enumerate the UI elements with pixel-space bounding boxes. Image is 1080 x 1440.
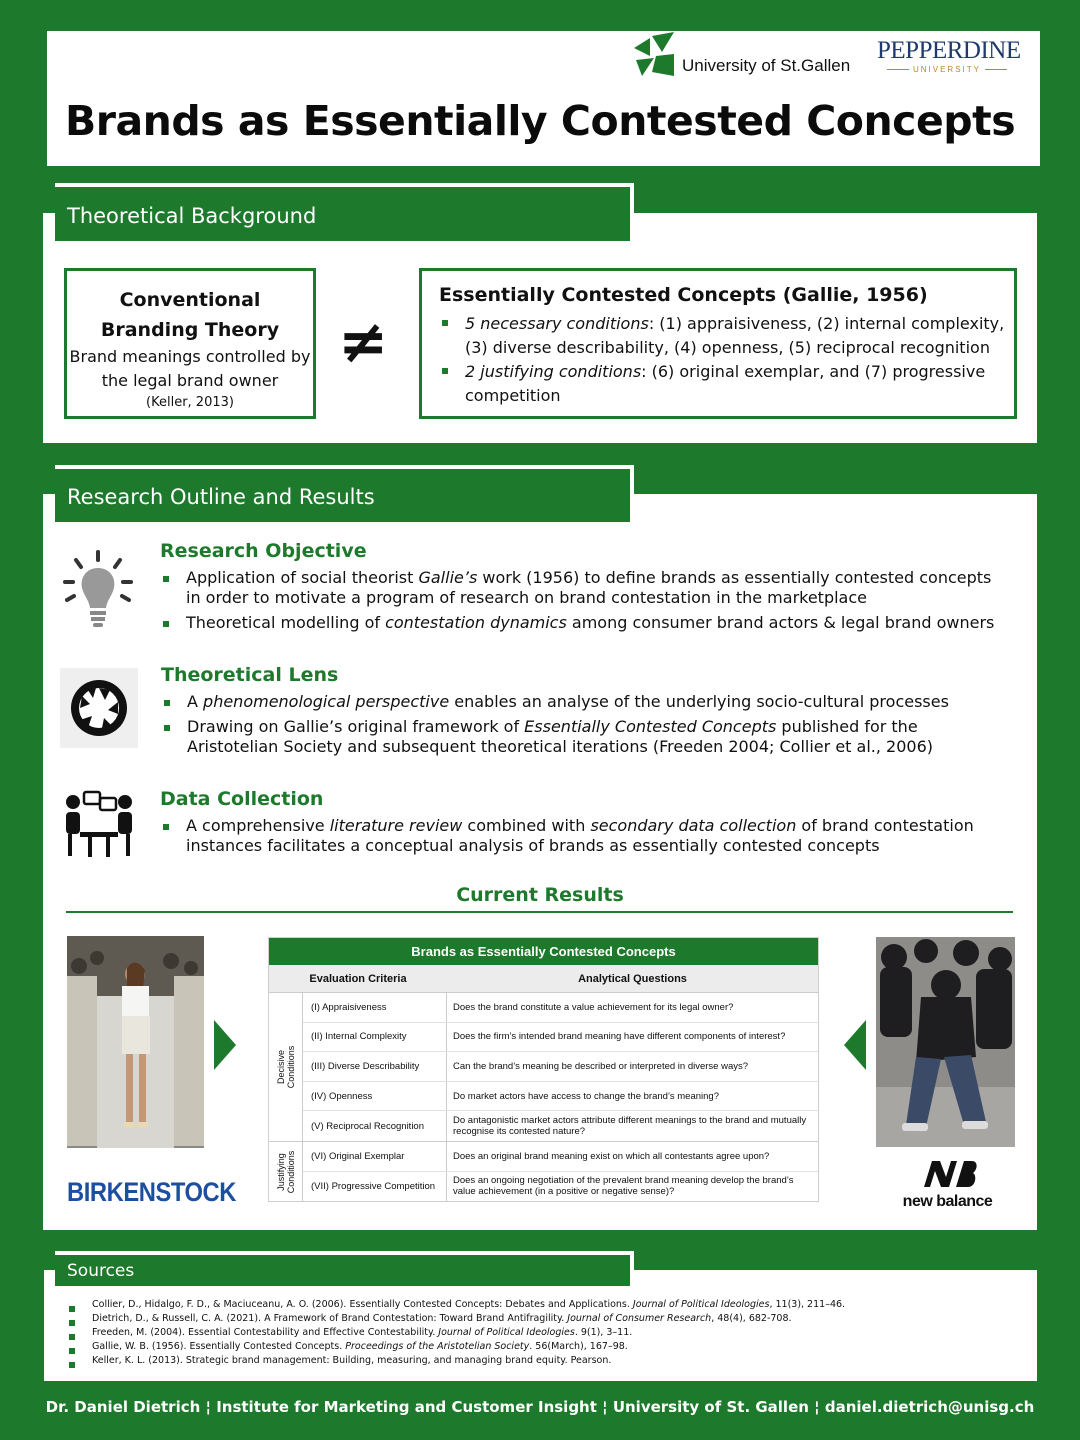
justifying-conditions-group <box>269 1142 818 1201</box>
aperture-icon <box>60 668 138 748</box>
table-header-criteria: Evaluation Criteria <box>309 973 407 985</box>
list-item: Keller, K. L. (2013). Strategic brand management: Building, measuring, and managing brand equity. Pearson. <box>66 1354 1006 1368</box>
arrow-right-icon <box>214 1020 236 1070</box>
title-panel <box>47 31 1040 166</box>
table-row: (IV) Openness Do market actors have access to change the brand’s meaning? <box>303 1082 818 1112</box>
decisive-conditions-label: Decisive Conditions <box>275 1045 296 1089</box>
table-row: (V) Reciprocal Recognition Do antagonistic market actors attribute different meanings to the brand and mutually recognise its contested nature? <box>303 1111 818 1141</box>
sources-list <box>66 1298 1006 1368</box>
list-item: 2 justifying conditions: (6) original exemplar, and (7) progressive competition <box>439 360 1014 408</box>
birkenstock-logo: BIRKENSTOCK <box>67 1177 236 1207</box>
protest-photo <box>876 937 1015 1147</box>
results-table <box>268 937 819 1202</box>
poster-title: Brands as Essentially Contested Concepts <box>65 97 1016 145</box>
list-item: A comprehensive literature review combined with secondary data collection of brand contestation instances facilitates a conceptual analysis of brands as essentially contested concepts <box>160 816 1010 856</box>
decisive-conditions-group <box>269 993 818 1142</box>
footer-contact: Dr. Daniel Dietrich ¦ Institute for Marketing and Customer Insight ¦ University of St. Gallen ¦ daniel.dietrich@unisg.ch <box>45 1398 1035 1416</box>
list-item: Application of social theorist Gallie’s work (1956) to define brands as essentially contested concepts in order to motivate a program of research on brand contestation in the marketplace <box>160 568 1010 608</box>
background-section-header: Theoretical Background <box>55 183 634 241</box>
table-row: (II) Internal Complexity Does the firm’s intended brand meaning have different components of interest? <box>303 1023 818 1053</box>
data-collection-heading: Data Collection <box>160 788 324 810</box>
table-row: (VI) Original Exemplar Does an original brand meaning exist on which all contestants agree upon? <box>303 1142 818 1172</box>
list-item: Theoretical modelling of contestation dynamics among consumer brand actors & legal brand owners <box>160 613 1010 633</box>
new-balance-logo-text: new balance <box>902 1193 993 1210</box>
new-balance-logo <box>880 1159 1015 1211</box>
outline-section-header: Research Outline and Results <box>55 465 634 522</box>
conventional-title-line2: Branding Theory <box>100 319 280 341</box>
results-divider <box>66 911 1013 913</box>
list-item: 5 necessary conditions: (1) appraisiveness, (2) internal complexity, (3) diverse describability, (4) openness, (5) reciprocal recognition <box>439 312 1014 360</box>
research-objective-heading: Research Objective <box>160 540 367 562</box>
meeting-table-icon <box>60 788 138 868</box>
st-gallen-logo-text: University of St.Gallen <box>682 56 851 75</box>
lightbulb-icon <box>60 548 138 628</box>
table-row: (VII) Progressive Competition Does an ongoing negotiation of the prevalent brand meaning develop the brand’s value achievement (in a positive or negative sense)? <box>303 1172 818 1202</box>
new-balance-nb-icon <box>918 1159 978 1189</box>
conventional-title-line1: Conventional <box>119 289 261 311</box>
contested-concepts-box <box>419 268 1017 419</box>
pepperdine-logo-subtext: UNIVERSITY <box>877 65 1017 74</box>
list-item: A phenomenological perspective enables an analyse of the underlying socio-cultural processes <box>161 692 1011 712</box>
list-item: Gallie, W. B. (1956). Essentially Contested Concepts. Proceedings of the Aristotelian Society. 56(March), 167–98. <box>66 1340 1006 1354</box>
table-header-questions: Analytical Questions <box>578 973 687 985</box>
conventional-citation: (Keller, 2013) <box>146 395 234 410</box>
runway-photo <box>67 936 204 1148</box>
data-collection <box>160 786 1010 861</box>
pepperdine-logo-text: PEPPERDINE <box>877 37 1021 64</box>
st-gallen-emblem-icon <box>632 32 676 76</box>
list-item: Dietrich, D., & Russell, C. A. (2021). A Framework of Brand Contestation: Toward Brand Antifragility. Journal of Consumer Research, 48(4), 682-708. <box>66 1312 1006 1326</box>
justifying-conditions-label: Justifying Conditions <box>275 1150 296 1193</box>
table-row: (I) Appraisiveness Does the brand constitute a value achievement for its legal owner? <box>303 993 818 1023</box>
arrow-left-icon <box>844 1020 866 1070</box>
theoretical-lens <box>161 662 1011 762</box>
sources-section-header: Sources <box>55 1251 634 1286</box>
not-equal-icon: ≠ <box>338 307 389 377</box>
table-row: (III) Diverse Describability Can the brand’s meaning be described or interpreted in diverse ways? <box>303 1052 818 1082</box>
list-item: Freeden, M. (2004). Essential Contestability and Effective Contestability. Journal of Political Ideologies. 9(1), 3–11. <box>66 1326 1006 1340</box>
conventional-text: Brand meanings controlled by the legal brand owner <box>69 347 311 390</box>
table-title: Brands as Essentially Contested Concepts <box>269 938 818 965</box>
contested-conditions-list <box>439 312 1014 408</box>
research-objective <box>160 538 1010 638</box>
contested-title: Essentially Contested Concepts (Gallie, 1956) <box>439 284 928 306</box>
list-item: Drawing on Gallie’s original framework of Essentially Contested Concepts published for the Aristotelian Society and subsequent theoretical iterations (Freeden 2004; Collier et al., 2006) <box>161 717 1011 757</box>
conventional-theory-box <box>64 268 316 419</box>
list-item: Collier, D., Hidalgo, F. D., & Maciuceanu, A. O. (2006). Essentially Contested Concepts: Debates and Applications. Journal of Political Ideologies, 11(3), 211–46. <box>66 1298 1006 1312</box>
pepperdine-logo <box>877 37 1021 74</box>
current-results-heading: Current Results <box>456 884 624 906</box>
theoretical-lens-heading: Theoretical Lens <box>161 664 339 686</box>
table-header-row <box>269 965 818 993</box>
